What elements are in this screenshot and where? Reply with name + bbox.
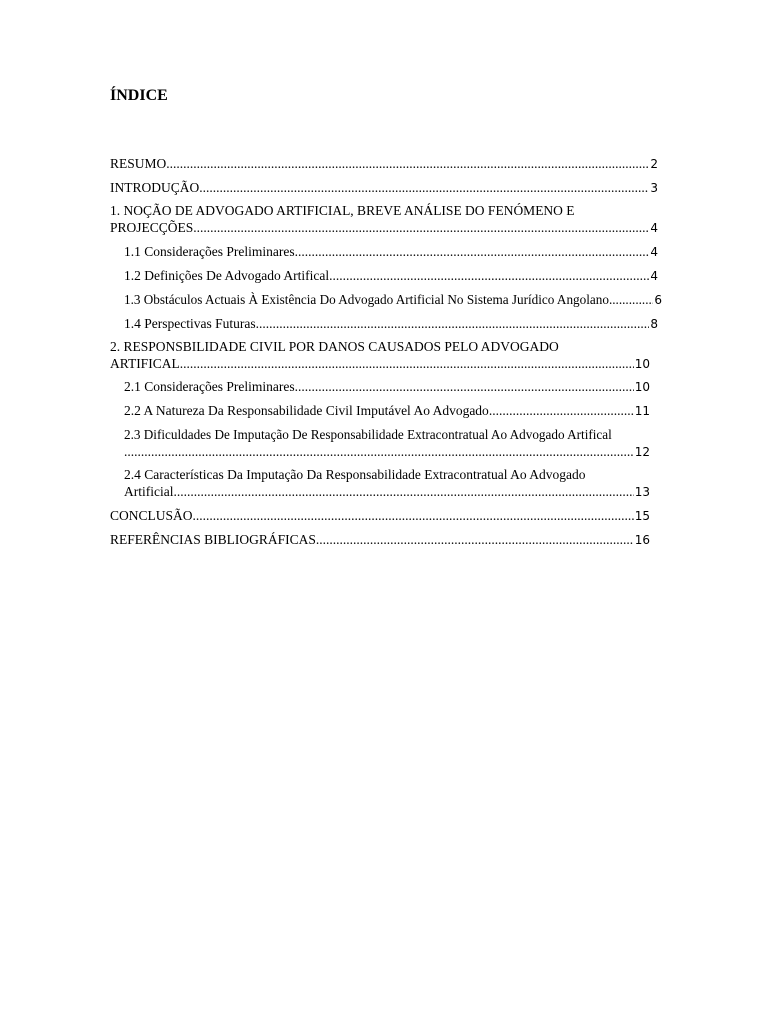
dot-leader xyxy=(316,531,634,548)
toc-entry-label: PROJECÇÕES xyxy=(110,220,194,235)
toc-page-number: 4 xyxy=(650,221,658,235)
toc-entry-label: Artificial xyxy=(124,484,174,499)
toc-page-number: 11 xyxy=(634,404,650,418)
dot-leader xyxy=(193,507,634,524)
toc-entry-label: 1.1 Considerações Preliminares xyxy=(124,244,295,259)
toc-entry-1-1[interactable] xyxy=(124,243,658,260)
toc-entry-chapter-2[interactable] xyxy=(110,338,650,372)
toc-entry-label: ARTIFICAL xyxy=(110,356,180,371)
toc-entry-label: INTRODUÇÃO xyxy=(110,180,200,195)
dot-leader xyxy=(295,243,650,260)
toc-entry-2-1[interactable] xyxy=(124,378,650,395)
toc-entry-label-line: 2.4 Características Da Imputação Da Responsabilidade Extracontratual Ao Advogado xyxy=(124,467,586,482)
toc-page-number: 16 xyxy=(634,533,650,547)
toc-entry-label: 1.2 Definições De Advogado Artifical xyxy=(124,268,330,283)
toc-entry-1-4[interactable] xyxy=(124,315,658,332)
toc-page-number: 10 xyxy=(634,357,650,371)
toc-entry-chapter-1[interactable] xyxy=(110,202,658,236)
toc-page-number: 8 xyxy=(650,317,658,331)
toc-entry-label: RESUMO xyxy=(110,156,167,171)
dot-leader xyxy=(193,219,649,236)
dot-leader xyxy=(256,315,650,332)
toc-entry-introducao[interactable] xyxy=(110,179,658,196)
page-title: ÍNDICE xyxy=(110,87,168,104)
dot-leader xyxy=(166,155,649,172)
dot-leader xyxy=(199,179,649,196)
toc-page-number: 13 xyxy=(634,485,650,499)
toc-entry-1-2[interactable] xyxy=(124,267,658,284)
toc-entry-label: REFERÊNCIAS BIBLIOGRÁFICAS xyxy=(110,532,316,547)
toc-entry-label: 1.3 Obstáculos Actuais À Existência Do Advogado Artificial No Sistema Jurídico Angolano xyxy=(124,292,609,307)
dot-leader xyxy=(124,443,634,460)
toc-entry-conclusao[interactable] xyxy=(110,507,650,524)
toc-entry-label-line: 1. NOÇÃO DE ADVOGADO ARTIFICIAL, BREVE ANÁLISE DO FENÓMENO E xyxy=(110,203,575,218)
toc-entry-label-line: 2. RESPONSBILIDADE CIVIL POR DANOS CAUSADOS PELO ADVOGADO xyxy=(110,339,559,354)
toc-page-number: 12 xyxy=(634,445,650,459)
toc-entry-2-3[interactable] xyxy=(124,426,650,460)
dot-leader xyxy=(295,378,634,395)
toc-entry-label-line: 2.3 Dificuldades De Imputação De Responsabilidade Extracontratual Ao Advogado Artifical xyxy=(124,427,612,442)
toc-entry-label: CONCLUSÃO xyxy=(110,508,193,523)
toc-entry-label: 2.2 A Natureza Da Responsabilidade Civil Imputável Ao Advogado xyxy=(124,403,489,418)
toc-page-number: 2 xyxy=(650,157,658,171)
toc-page-number: 15 xyxy=(634,509,650,523)
dot-leader xyxy=(609,291,653,308)
toc-page-number: 3 xyxy=(650,181,658,195)
dot-leader xyxy=(180,355,634,372)
toc-page-number: 4 xyxy=(650,269,658,283)
toc-entry-referencias[interactable] xyxy=(110,531,650,548)
toc-entry-2-4[interactable] xyxy=(124,466,650,500)
dot-leader xyxy=(329,267,649,284)
toc-entry-label: 1.4 Perspectivas Futuras xyxy=(124,316,256,331)
toc-entry-1-3[interactable] xyxy=(124,291,662,308)
toc-page-number: 4 xyxy=(650,245,658,259)
toc-page-number: 6 xyxy=(654,293,662,307)
dot-leader xyxy=(489,402,634,419)
toc-page-number: 10 xyxy=(634,380,650,394)
toc-entry-resumo[interactable] xyxy=(110,155,658,172)
toc-entry-label: 2.1 Considerações Preliminares xyxy=(124,379,295,394)
toc-entry-2-2[interactable] xyxy=(124,402,650,419)
dot-leader xyxy=(173,483,633,500)
